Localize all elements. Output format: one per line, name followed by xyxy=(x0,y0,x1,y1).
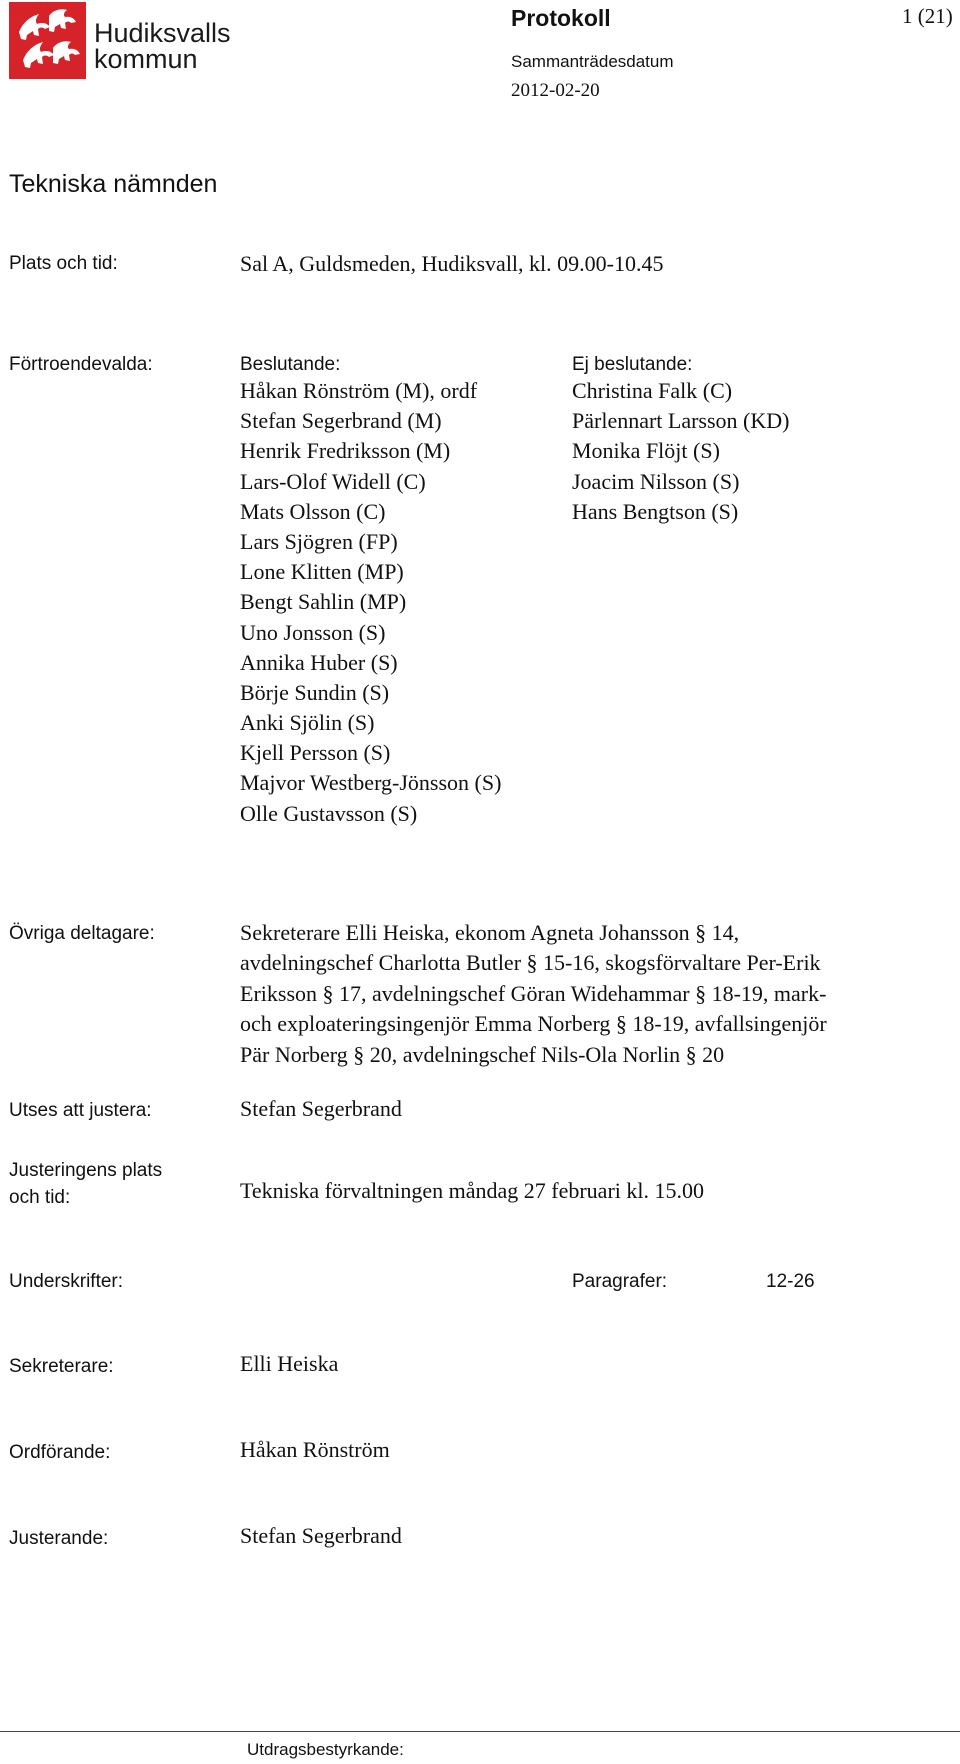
adjustment-label-line-1: Justeringens plats xyxy=(9,1160,163,1181)
others-line: och exploateringsingenjör Emma Norberg § 18-19, avfallsingenjör xyxy=(240,1011,827,1037)
decision-heading: Beslutande: xyxy=(240,354,341,375)
list-item: Olle Gustavsson (S) xyxy=(240,800,418,826)
others-label: Övriga deltagare: xyxy=(9,923,155,944)
municipality-logo-mark xyxy=(9,2,86,79)
others-paragraph xyxy=(240,918,940,1070)
list-item: Henrik Fredriksson (M) xyxy=(240,438,451,464)
signatures-label: Underskrifter: xyxy=(9,1271,124,1292)
goat-crest-icon xyxy=(9,2,86,79)
paragraphs-label: Paragrafer: xyxy=(572,1271,668,1292)
logo-line-2: kommun xyxy=(94,44,198,74)
list-item: Håkan Rönström (M), ordf xyxy=(240,378,478,403)
adjustment-value: Tekniska förvaltningen måndag 27 februari kl. 15.00 xyxy=(240,1178,704,1203)
list-item: Lone Klitten (MP) xyxy=(240,559,404,585)
list-item: Uno Jonsson (S) xyxy=(240,619,386,645)
logo-line-1: Hudiksvalls xyxy=(94,18,231,48)
list-item: Annika Huber (S) xyxy=(240,649,398,675)
list-item: Lars Sjögren (FP) xyxy=(240,528,398,554)
adjuster-signature-label: Justerande: xyxy=(9,1528,109,1549)
secretary-label: Sekreterare: xyxy=(9,1356,114,1377)
adjuster-value: Stefan Segerbrand xyxy=(240,1096,402,1121)
list-item: Monika Flöjt (S) xyxy=(572,438,720,464)
adjustment-label xyxy=(9,1157,162,1211)
nondecision-member-list xyxy=(572,376,790,527)
chair-name: Håkan Rönström xyxy=(240,1437,390,1462)
list-item: Majvor Westberg-Jönsson (S) xyxy=(240,770,502,796)
document-type: Protokoll xyxy=(511,5,611,31)
list-item: Christina Falk (C) xyxy=(572,378,733,403)
municipality-name xyxy=(94,20,231,72)
others-line: Sekreterare Elli Heiska, ekonom Agneta Johansson § 14, xyxy=(240,920,740,945)
list-item: Bengt Sahlin (MP) xyxy=(240,589,407,615)
footer-divider xyxy=(0,1731,960,1732)
secretary-name: Elli Heiska xyxy=(240,1351,339,1376)
list-item: Pärlennart Larsson (KD) xyxy=(572,408,790,434)
committee-title: Tekniska nämnden xyxy=(9,170,218,198)
list-item: Stefan Segerbrand (M) xyxy=(240,408,442,434)
place-value: Sal A, Guldsmeden, Hudiksvall, kl. 09.00-10.45 xyxy=(240,251,664,276)
list-item: Lars-Olof Widell (C) xyxy=(240,468,426,494)
adjuster-label: Utses att justera: xyxy=(9,1100,152,1121)
others-line: avdelningschef Charlotta Butler § 15-16, skogsförvaltare Per-Erik xyxy=(240,950,821,976)
certified-label: Utdragsbestyrkande: xyxy=(247,1740,404,1759)
adjustment-label-line-2: och tid: xyxy=(9,1187,71,1208)
others-line: Eriksson § 17, avdelningschef Göran Widehammar § 18-19, mark- xyxy=(240,980,827,1006)
list-item: Mats Olsson (C) xyxy=(240,498,386,524)
decision-member-list xyxy=(240,376,501,829)
list-item: Anki Sjölin (S) xyxy=(240,710,375,736)
nondecision-heading: Ej beslutande: xyxy=(572,354,693,375)
list-item: Hans Bengtson (S) xyxy=(572,498,739,524)
others-line: Pär Norberg § 20, avdelningschef Nils-Ola Norlin § 20 xyxy=(240,1041,725,1067)
elected-label: Förtroendevalda: xyxy=(9,354,153,375)
list-item: Joacim Nilsson (S) xyxy=(572,468,740,494)
meeting-date-label: Sammanträdesdatum xyxy=(511,52,674,71)
page-number: 1 (21) xyxy=(902,4,953,28)
meeting-date: 2012-02-20 xyxy=(511,80,600,101)
place-label: Plats och tid: xyxy=(9,253,118,274)
adjuster-signature-name: Stefan Segerbrand xyxy=(240,1523,402,1548)
chair-label: Ordförande: xyxy=(9,1442,111,1463)
paragraphs-value: 12-26 xyxy=(766,1271,815,1292)
list-item: Kjell Persson (S) xyxy=(240,740,391,766)
list-item: Börje Sundin (S) xyxy=(240,679,390,705)
